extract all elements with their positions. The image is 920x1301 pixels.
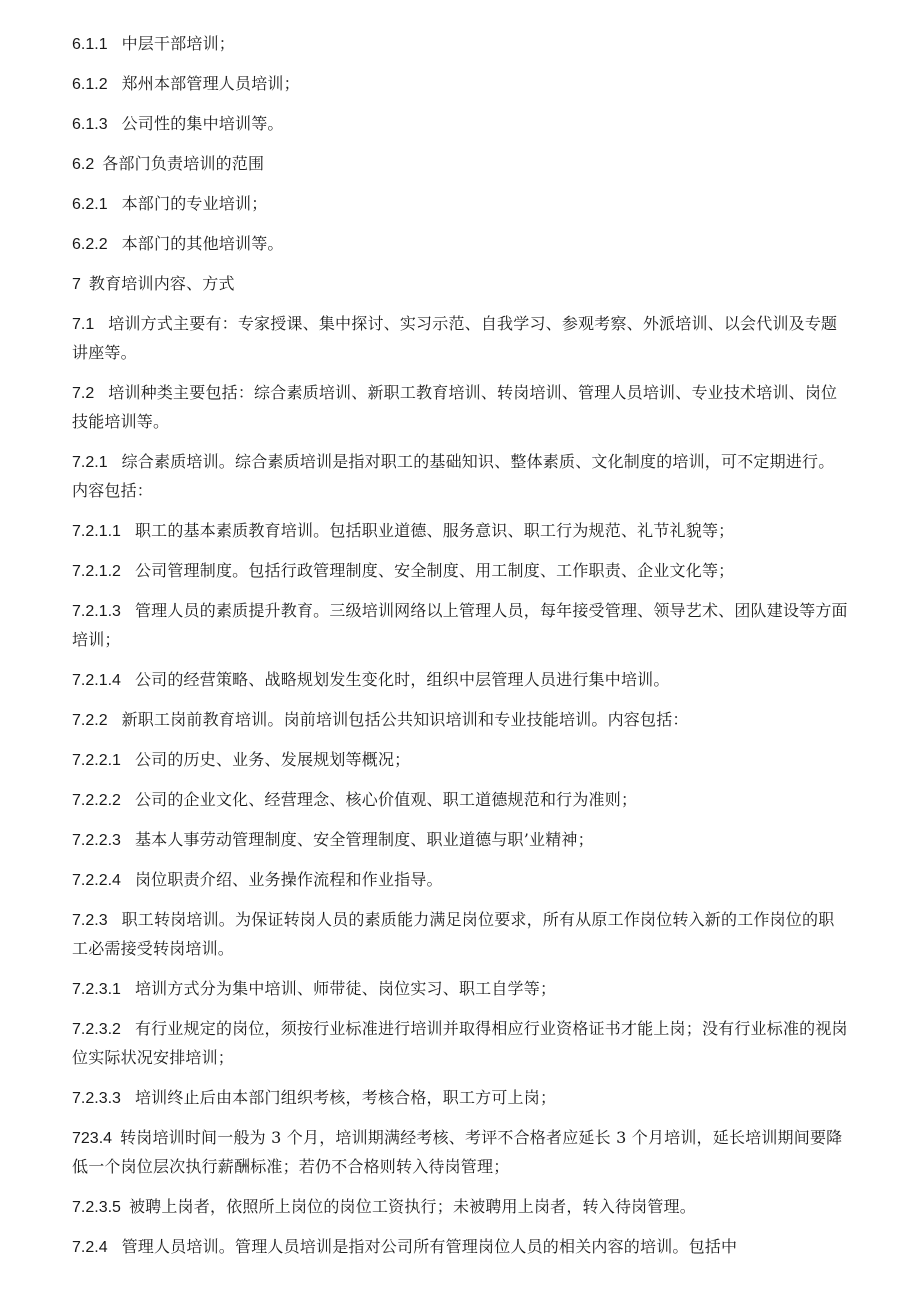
clause-text: 培训种类主要包括：综合素质培训、新职工教育培训、转岗培训、管理人员培训、专业技术培训、岗位技能培训等。: [72, 383, 838, 431]
clause-7-2-3: [72, 906, 850, 963]
clause-number: 7.2.2.2: [72, 792, 121, 809]
clause-number: 7.2.1.2: [72, 563, 121, 580]
section-7-heading: [72, 270, 850, 298]
clause-text: 公司的历史、业务、发展规划等概况；: [134, 750, 411, 769]
clause-number: 7.2.2.1: [72, 752, 121, 769]
clause-number: 7.2.2.3: [72, 832, 121, 849]
clause-text: 新职工岗前教育培训。岗前培训包括公共知识培训和专业技能培训。内容包括：: [121, 710, 689, 729]
clause-text: 被聘上岗者，依照所上岗位的岗位工资执行；未被聘用上岗者，转入待岗管理。: [128, 1197, 696, 1216]
clause-number: 7.2.3.1: [72, 981, 121, 998]
clause-text: 管理人员培训。管理人员培训是指对公司所有管理岗位人员的相关内容的培训。包括中: [121, 1237, 738, 1256]
clause-number: 6.2: [72, 156, 95, 173]
clause-text: 中层干部培训；: [121, 34, 235, 53]
clause-text: 公司性的集中培训等。: [121, 114, 284, 133]
clause-7-2-3-1: [72, 975, 850, 1003]
clause-7-2-2-4: [72, 866, 850, 894]
clause-6-2: [72, 150, 850, 178]
clause-6-2-2: [72, 230, 850, 258]
clause-number: 7.2.2.4: [72, 872, 121, 889]
clause-6-1-1: [72, 30, 850, 58]
clause-text: 职工转岗培训。为保证转岗人员的素质能力满足岗位要求，所有从原工作岗位转入新的工作岗位的职工必需接受转岗培训。: [72, 910, 835, 958]
clause-6-1-2: [72, 70, 850, 98]
clause-number: 7.2.2: [72, 712, 108, 729]
clause-number: 7.2.1.4: [72, 672, 121, 689]
clause-7-2-3-2: [72, 1015, 850, 1072]
clause-7-2-1-1: [72, 517, 850, 545]
clause-6-1-3: [72, 110, 850, 138]
clause-text: 公司的企业文化、经营理念、核心价值观、职工道德规范和行为准则；: [134, 790, 638, 809]
clause-text: 郑州本部管理人员培训；: [121, 74, 300, 93]
clause-7-2-3-5: [72, 1193, 850, 1221]
clause-number: 7.2.1: [72, 454, 108, 471]
clause-text: 有行业规定的岗位，须按行业标准进行培训并取得相应行业资格证书才能上岗；没有行业标准的视岗位实际状况安排培训；: [72, 1019, 848, 1067]
clause-number: 7.2.3.3: [72, 1090, 121, 1107]
clause-text: 培训方式分为集中培训、师带徒、岗位实习、职工自学等；: [134, 979, 557, 998]
section-title: 教育培训内容、方式: [88, 274, 235, 293]
clause-text: 管理人员的素质提升教育。三级培训网络以上管理人员，每年接受管理、领导艺术、团队建设等方面培训；: [72, 601, 848, 649]
clause-text: 本部门的其他培训等。: [121, 234, 284, 253]
clause-6-2-1: [72, 190, 850, 218]
clause-7-2-2-3: [72, 826, 850, 854]
clause-7-2-1-2: [72, 557, 850, 585]
clause-number: 7.2.3.2: [72, 1021, 121, 1038]
clause-number: 6.1.3: [72, 116, 108, 133]
clause-7-2-2-1: [72, 746, 850, 774]
clause-7-2: [72, 379, 850, 436]
document-page: [72, 30, 850, 1273]
clause-7-2-3-3: [72, 1084, 850, 1112]
clause-7-2-1-3: [72, 597, 850, 654]
clause-number: 7.2: [72, 385, 95, 402]
clause-7-2-3-4: [72, 1124, 850, 1181]
clause-number: 723.4: [72, 1130, 113, 1147]
clause-7-2-1-4: [72, 666, 850, 694]
clause-7-2-2-2: [72, 786, 850, 814]
clause-text: 培训方式主要有：专家授课、集中探讨、实习示范、自我学习、参观考察、外派培训、以会代训及专题讲座等。: [72, 314, 838, 362]
clause-text: 培训终止后由本部门组织考核，考核合格，职工方可上岗；: [134, 1088, 557, 1107]
clause-number: 7.2.1.1: [72, 523, 121, 540]
clause-number: 6.1.1: [72, 36, 108, 53]
clause-text: 公司管理制度。包括行政管理制度、安全制度、用工制度、工作职责、企业文化等；: [134, 561, 735, 580]
clause-number: 6.1.2: [72, 76, 108, 93]
clause-number: 7.1: [72, 316, 95, 333]
clause-text: 基本人事劳动管理制度、安全管理制度、职业道德与职’业精神；: [134, 830, 594, 849]
clause-text: 职工的基本素质教育培训。包括职业道德、服务意识、职工行为规范、礼节礼貌等；: [134, 521, 735, 540]
clause-number: 7.2.1.3: [72, 603, 121, 620]
clause-number: 7.2.4: [72, 1239, 108, 1256]
clause-number: 7.2.3.5: [72, 1199, 121, 1216]
clause-7-2-2: [72, 706, 850, 734]
clause-7-1: [72, 310, 850, 367]
clause-number: 7.2.3: [72, 912, 108, 929]
clause-text: 本部门的专业培训；: [121, 194, 268, 213]
clause-text: 综合素质培训。综合素质培训是指对职工的基础知识、整体素质、文化制度的培训，可不定期进行。内容包括：: [72, 452, 835, 500]
clause-text: 岗位职责介绍、业务操作流程和作业指导。: [134, 870, 443, 889]
section-number: 7: [72, 276, 81, 293]
clause-number: 6.2.1: [72, 196, 108, 213]
clause-7-2-1: [72, 448, 850, 505]
clause-text: 转岗培训时间一般为 3 个月，培训期满经考核、考评不合格者应延长 3 个月培训，延长培训期间要降低一个岗位层次执行薪酬标准；若仍不合格则转入待岗管理；: [72, 1128, 843, 1176]
clause-text: 公司的经营策略、战略规划发生变化时，组织中层管理人员进行集中培训。: [134, 670, 670, 689]
clause-number: 6.2.2: [72, 236, 108, 253]
clause-text: 各部门负责培训的范围: [102, 154, 265, 173]
clause-7-2-4: [72, 1233, 850, 1261]
